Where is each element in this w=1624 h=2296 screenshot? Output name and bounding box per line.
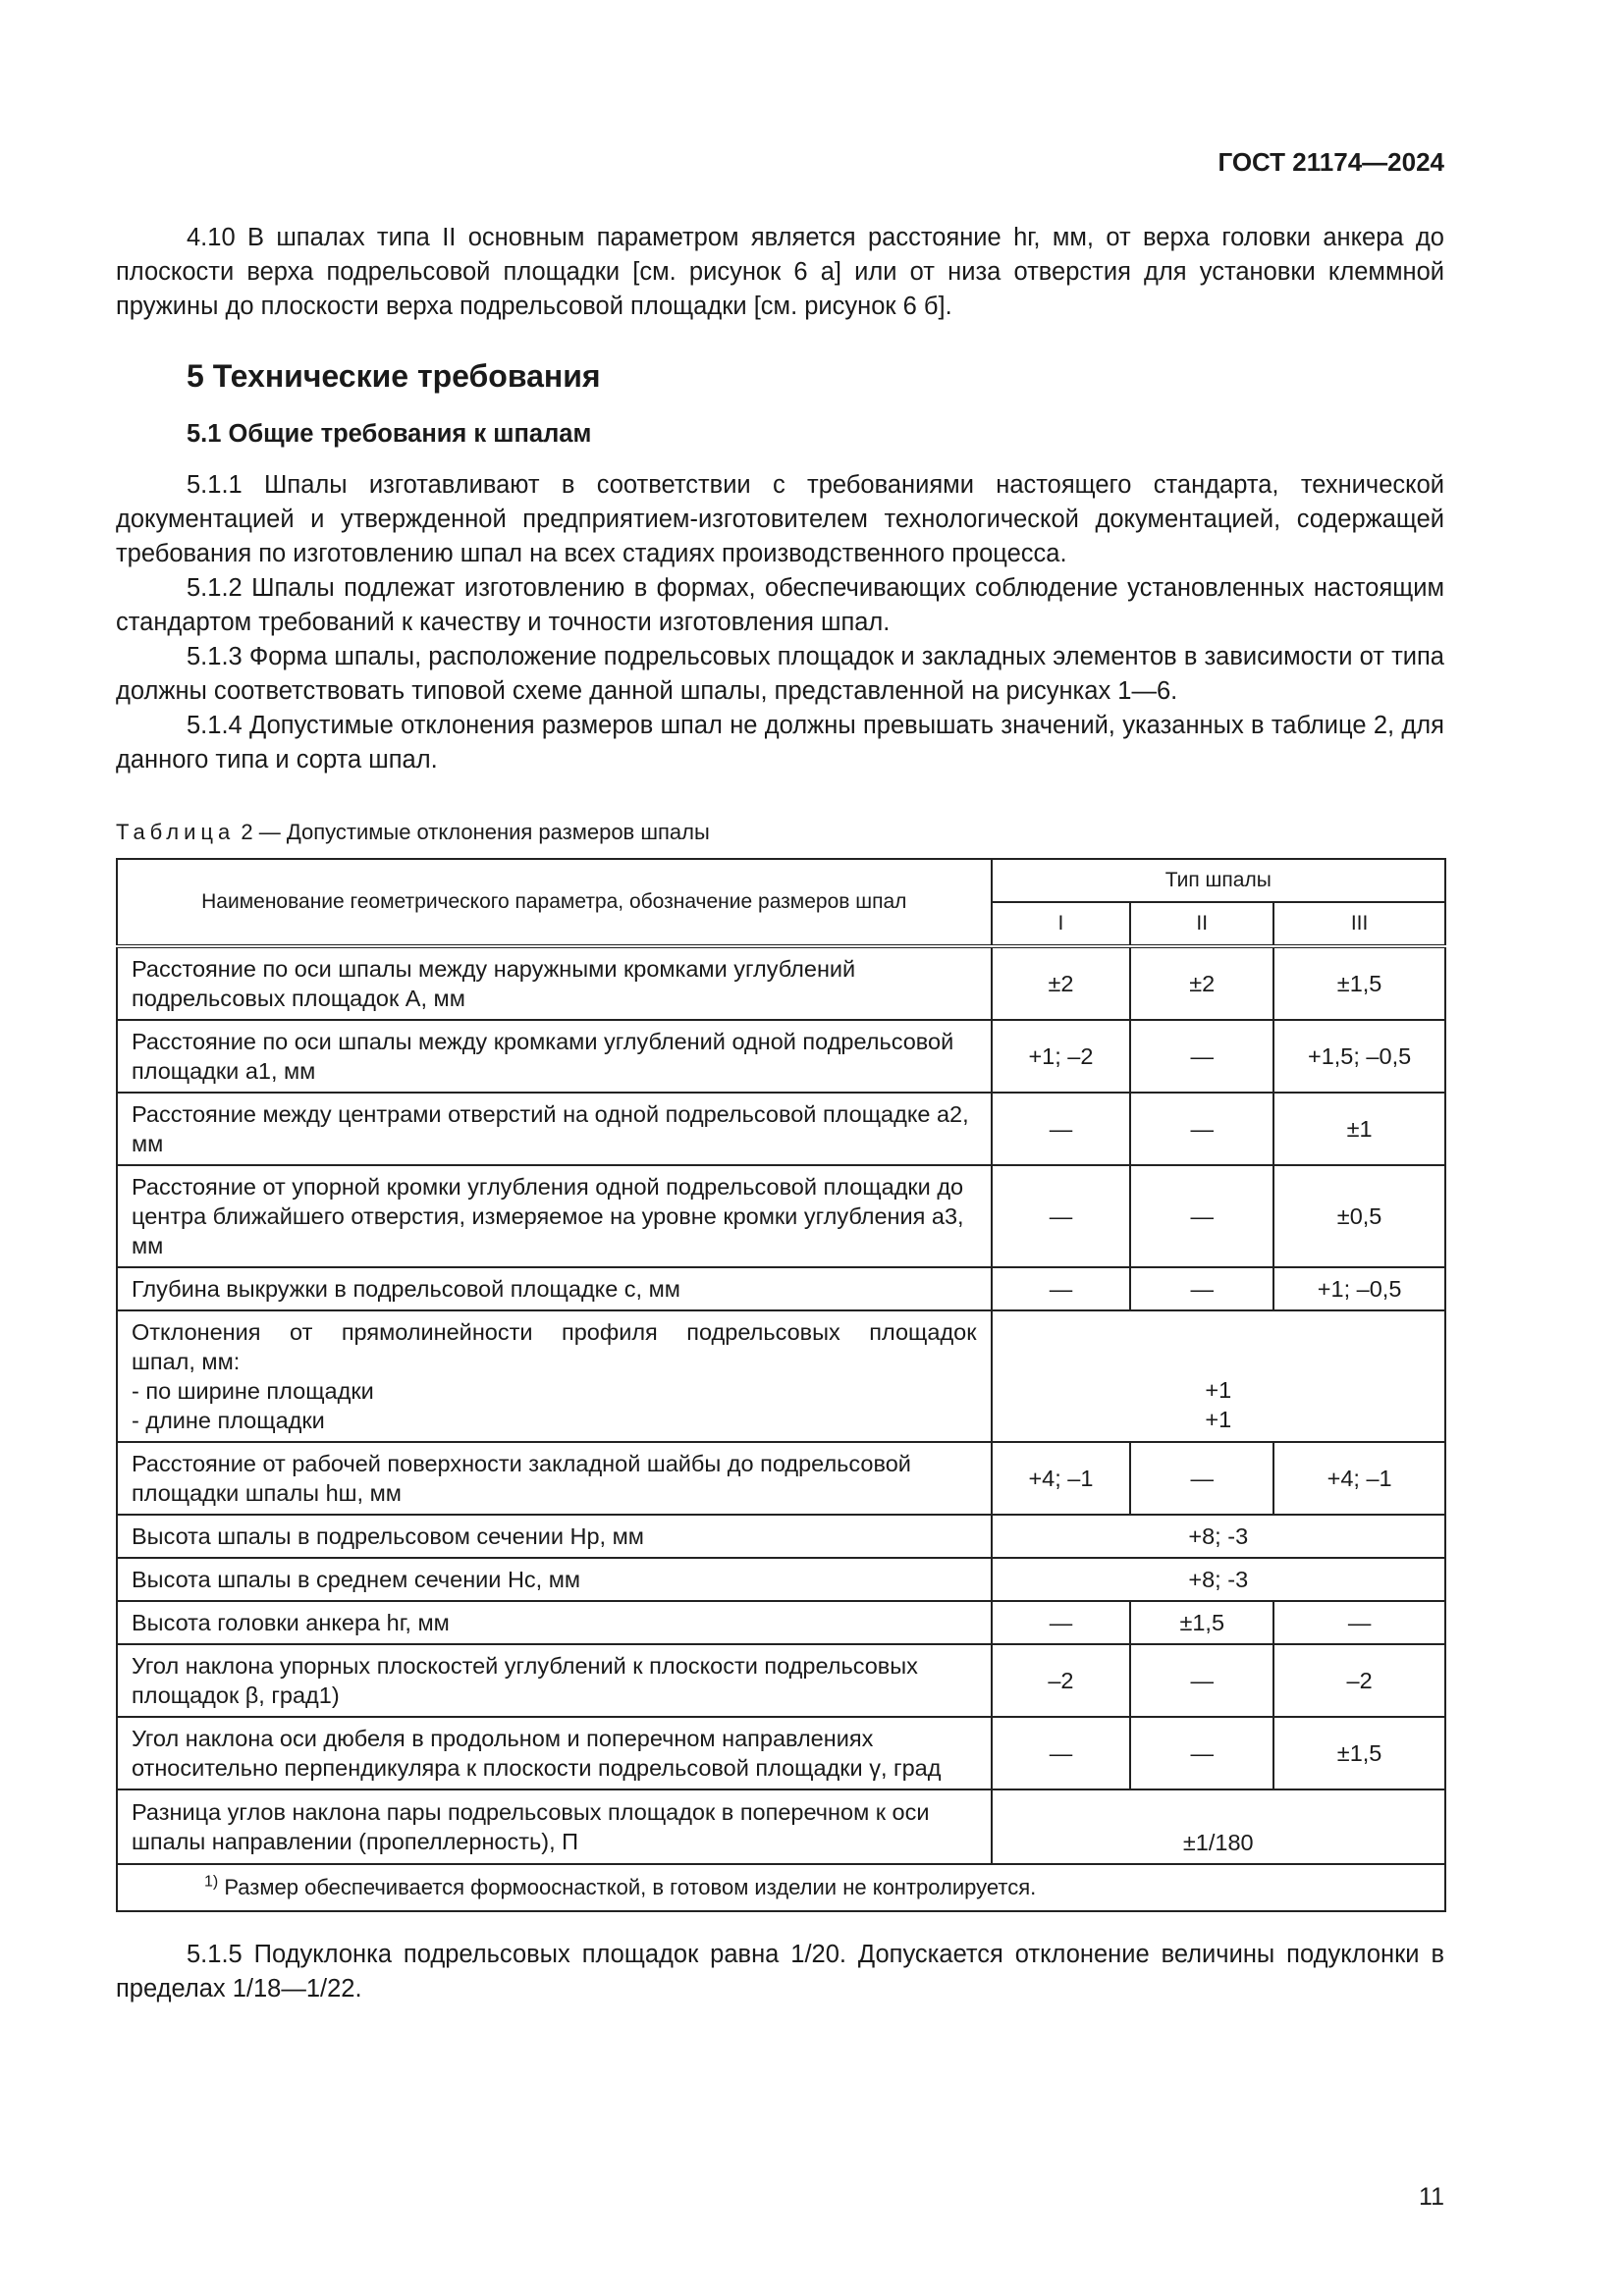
row-value-III: ±1,5	[1273, 946, 1445, 1020]
row-value-II: —	[1130, 1717, 1273, 1789]
header-col-II: II	[1130, 902, 1273, 946]
table-row	[117, 1515, 1445, 1558]
table-row	[117, 1789, 1445, 1864]
row-value-III: +1; –0,5	[1273, 1267, 1445, 1310]
row-value-II: —	[1130, 1442, 1273, 1515]
page-number: 11	[1419, 2183, 1444, 2211]
table-row	[117, 946, 1445, 1020]
row-value-all: +8; -3	[992, 1515, 1445, 1558]
footnote-text: Размер обеспечивается формооснасткой, в готовом изделии не контролируется.	[224, 1875, 1037, 1899]
table-caption	[116, 820, 1444, 845]
document-header: ГОСТ 21174—2024	[1218, 147, 1444, 177]
row-value-all	[992, 1310, 1445, 1442]
row-param-line: шпал, мм:	[132, 1349, 241, 1374]
row-value-I: +4; –1	[992, 1442, 1131, 1515]
row-value-II: ±2	[1130, 946, 1273, 1020]
paragraph-4-10: 4.10 В шпалах типа II основным параметром является расстояние hг, мм, от верха головки анкера до плоскости верха подрельсовой площадки [см. рисунок 6 а] или от низа отверстия для установки клеммной пружины до плоскости верха подрельсовой площадки [см. рисунок 6 б].	[116, 224, 1444, 320]
row-value-line: +1	[1205, 1377, 1232, 1403]
row-value-III: ±1,5	[1273, 1717, 1445, 1789]
row-value-III: –2	[1273, 1644, 1445, 1717]
row-value-III: ±0,5	[1273, 1165, 1445, 1267]
row-value-I: +1; –2	[992, 1020, 1131, 1093]
row-param-line: - по ширине площадки	[132, 1378, 374, 1404]
row-param: Расстояние от упорной кромки углубления одной подрельсовой площадки до центра ближайшего отверстия, измеряемое на уровне кромки углубления a3, мм	[117, 1165, 992, 1267]
footnote-mark: 1)	[204, 1873, 219, 1891]
row-value-III: +1,5; –0,5	[1273, 1020, 1445, 1093]
row-value-line: +1	[1205, 1407, 1232, 1432]
row-value-I: —	[992, 1601, 1131, 1644]
table-caption-label: Таблица	[116, 820, 236, 844]
paragraph-5-1-2: 5.1.2 Шпалы подлежат изготовлению в формах, обеспечивающих соблюдение установленных настоящим стандартом требований к качеству и точности изготовления шпал.	[116, 574, 1444, 636]
header-param: Наименование геометрического параметра, обозначение размеров шпал	[117, 859, 992, 946]
row-param	[117, 1310, 992, 1442]
row-value-all: +8; -3	[992, 1558, 1445, 1601]
table-footnote-row	[117, 1864, 1445, 1911]
row-param-line: - длине площадки	[132, 1408, 325, 1433]
row-value-II: ±1,5	[1130, 1601, 1273, 1644]
row-value-II: —	[1130, 1267, 1273, 1310]
table-footnote	[117, 1864, 1445, 1911]
row-value-III: +4; –1	[1273, 1442, 1445, 1515]
row-value-I: —	[992, 1165, 1131, 1267]
row-param: Высота шпалы в подрельсовом сечении Hр, мм	[117, 1515, 992, 1558]
table-row	[117, 1717, 1445, 1789]
row-param: Расстояние от рабочей поверхности закладной шайбы до подрельсовой площадки шпалы hш, мм	[117, 1442, 992, 1515]
subsection-title: 5.1 Общие требования к шпалам	[187, 420, 592, 448]
page-content	[116, 221, 1444, 2006]
section-title: 5 Технические требования	[187, 358, 601, 394]
table-row	[117, 1165, 1445, 1267]
header-col-III: III	[1273, 902, 1445, 946]
paragraph-5-1-3: 5.1.3 Форма шпалы, расположение подрельсовых площадок и закладных элементов в зависимости от типа должны соответствовать типовой схеме данной шпалы, представленной на рисунках 1—6.	[116, 643, 1444, 705]
table-caption-text: 2 — Допустимые отклонения размеров шпалы	[241, 820, 710, 844]
table-row	[117, 1644, 1445, 1717]
header-col-I: I	[992, 902, 1131, 946]
table-row	[117, 1310, 1445, 1442]
table-row	[117, 1093, 1445, 1165]
tolerance-table	[116, 858, 1446, 1912]
row-param: Угол наклона упорных плоскостей углублений к плоскости подрельсовых площадок β, град1)	[117, 1644, 992, 1717]
row-value-III: ±1	[1273, 1093, 1445, 1165]
table-row	[117, 1601, 1445, 1644]
row-value-II: —	[1130, 1165, 1273, 1267]
table-row	[117, 1020, 1445, 1093]
table-row	[117, 1442, 1445, 1515]
row-value-all: ±1/180	[992, 1789, 1445, 1864]
table-header-row	[117, 859, 1445, 902]
paragraph-5-1-4: 5.1.4 Допустимые отклонения размеров шпал не должны превышать значений, указанных в таблице 2, для данного типа и сорта шпал.	[116, 712, 1444, 774]
row-value-I: —	[992, 1093, 1131, 1165]
row-param: Высота головки анкера hг, мм	[117, 1601, 992, 1644]
row-value-I: –2	[992, 1644, 1131, 1717]
row-param: Расстояние по оси шпалы между кромками углублений одной подрельсовой площадки a1, мм	[117, 1020, 992, 1093]
row-value-I: —	[992, 1717, 1131, 1789]
row-value-II: —	[1130, 1644, 1273, 1717]
row-param-line: Отклонения от прямолинейности профиля подрельсовых площадок	[132, 1319, 977, 1345]
table-row	[117, 1558, 1445, 1601]
header-type: Тип шпалы	[992, 859, 1445, 902]
row-param: Глубина выкружки в подрельсовой площадке c, мм	[117, 1267, 992, 1310]
row-param: Расстояние по оси шпалы между наружными кромками углублений подрельсовых площадок A, мм	[117, 946, 992, 1020]
row-param: Угол наклона оси дюбеля в продольном и поперечном направлениях относительно перпендикуляра к плоскости подрельсовой площадки γ, град	[117, 1717, 992, 1789]
row-value-I: ±2	[992, 946, 1131, 1020]
paragraph-5-1-1: 5.1.1 Шпалы изготавливают в соответствии с требованиями настоящего стандарта, технической документацией и утвержденной предприятием-изготовителем технологической документацией, содержащей требования по изготовлению шпал на всех стадиях производственного процесса.	[116, 471, 1444, 567]
row-value-III: —	[1273, 1601, 1445, 1644]
row-value-II: —	[1130, 1093, 1273, 1165]
paragraph-5-1-5: 5.1.5 Подуклонка подрельсовых площадок равна 1/20. Допускается отклонение величины подуклонки в пределах 1/18—1/22.	[116, 1941, 1444, 2002]
row-value-II: —	[1130, 1020, 1273, 1093]
row-param: Расстояние между центрами отверстий на одной подрельсовой площадке a2, мм	[117, 1093, 992, 1165]
row-param: Высота шпалы в среднем сечении Hс, мм	[117, 1558, 992, 1601]
table-row	[117, 1267, 1445, 1310]
row-value-I: —	[992, 1267, 1131, 1310]
row-param: Разница углов наклона пары подрельсовых площадок в поперечном к оси шпалы направлении (пропеллерность), П	[117, 1789, 992, 1864]
